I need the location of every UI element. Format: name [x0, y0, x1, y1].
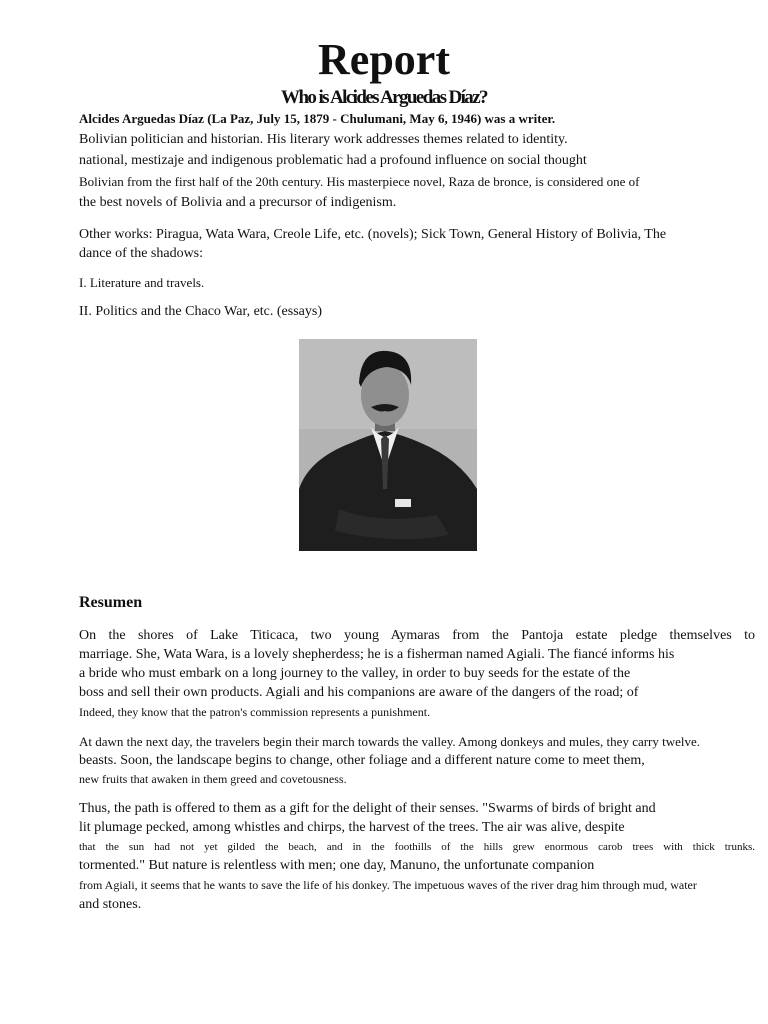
resumen-p3-line-1: Thus, the path is offered to them as a gift for the delight of their senses. "Swarms of birds of bright and: [79, 801, 656, 816]
resumen-p1-line-2: marriage. She, Wata Wara, is a lovely shepherdess; he is a fisherman named Agiali. The fiancé informs his: [79, 647, 675, 662]
other-works-line-1: Other works: Piragua, Wata Wara, Creole Life, etc. (novels); Sick Town, General History of Bolivia, The: [79, 227, 667, 242]
intro-line-2: Bolivian politician and historian. His literary work addresses themes related to identity.: [79, 132, 568, 147]
intro-line-1: Alcides Arguedas Díaz (La Paz, July 15, 1879 - Chulumani, May 6, 1946) was a writer.: [79, 111, 556, 126]
page-subtitle: Who is Alcides Arguedas Díaz?: [281, 87, 487, 108]
resumen-p1-line-4: boss and sell their own products. Agiali and his companions are aware of the dangers of the road; of: [79, 685, 639, 700]
resumen-p3-line-6: and stones.: [79, 897, 142, 912]
resumen-p2-line-2: beasts. Soon, the landscape begins to change, other foliage and a different nature come to meet them,: [79, 753, 645, 768]
resumen-p3-line-5: from Agiali, it seems that he wants to save the life of his donkey. The impetuous waves of the river drag him through mud, water: [79, 878, 697, 892]
resumen-p3-line-2: lit plumage pecked, among whistles and chirps, the harvest of the trees. The air was alive, despite: [79, 820, 625, 835]
intro-line-4: Bolivian from the first half of the 20th century. His masterpiece novel, Raza de bronce, is considered one of: [79, 174, 640, 189]
works-list-item-1: I. Literature and travels.: [79, 275, 205, 290]
works-list-item-2: II. Politics and the Chaco War, etc. (essays): [79, 304, 322, 319]
other-works-line-2: dance of the shadows:: [79, 246, 204, 261]
resumen-p1-line-5: Indeed, they know that the patron's commission represents a punishment.: [79, 705, 431, 719]
intro-line-3: national, mestizaje and indigenous problematic had a profound influence on social thought: [79, 153, 587, 168]
portrait-photo: [299, 339, 477, 551]
section-heading-resumen: Resumen: [79, 594, 143, 611]
resumen-p2-line-3: new fruits that awaken in them greed and covetousness.: [79, 772, 347, 786]
resumen-p3-line-4: tormented." But nature is relentless with men; one day, Manuno, the unfortunate companion: [79, 858, 595, 873]
resumen-p3-line-3: that the sun had not yet gilded the beach, and in the foothills of the hills grew enormous carob trees with thick trunks.: [79, 841, 755, 853]
page-title: Report: [318, 35, 450, 84]
resumen-p1-line-3: a bride who must embark on a long journey to the valley, in order to buy seeds for the estate of the: [79, 666, 631, 681]
resumen-p1-line-1: On the shores of Lake Titicaca, two young Aymaras from the Pantoja estate pledge themselves to: [79, 628, 755, 643]
intro-line-5: the best novels of Bolivia and a precursor of indigenism.: [79, 195, 397, 210]
resumen-p2-line-1: At dawn the next day, the travelers begin their march towards the valley. Among donkeys and mules, they carry twelve.: [79, 734, 701, 749]
